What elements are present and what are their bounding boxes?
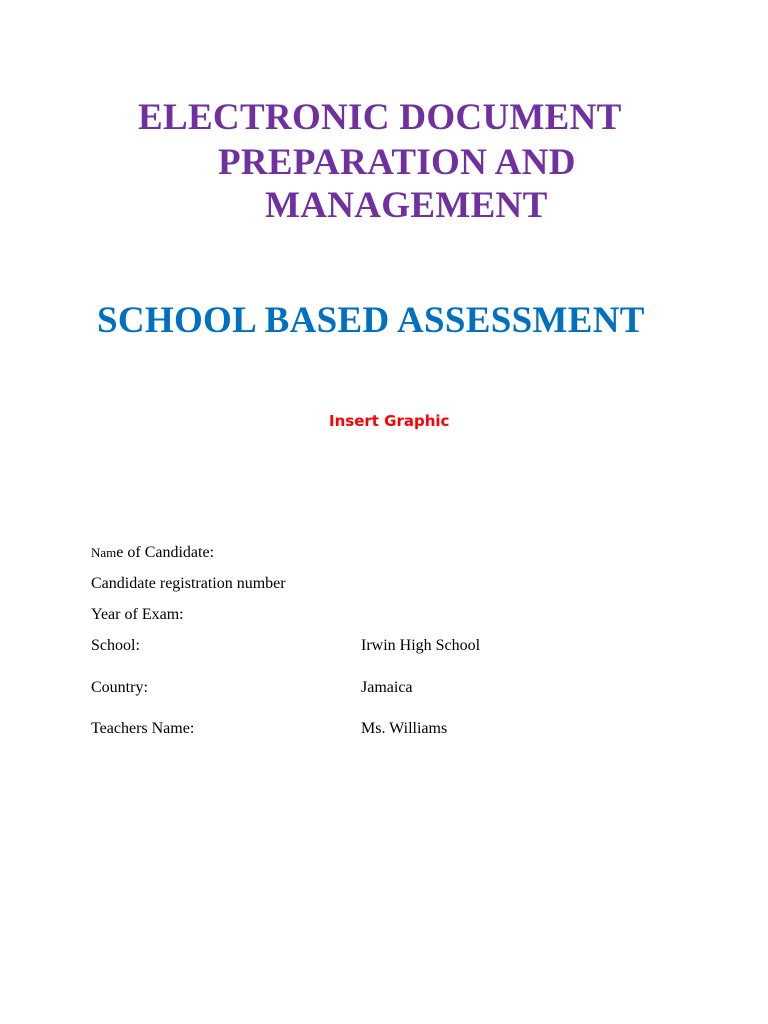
year-of-exam-label: Year of Exam:	[91, 606, 184, 623]
title-line-2: PREPARATION AND	[218, 142, 576, 183]
title-line-1: ELECTRONIC DOCUMENT	[138, 97, 622, 138]
candidate-name-label-rest: e of Candidate:	[116, 544, 215, 561]
registration-number-label: Candidate registration number	[91, 575, 286, 592]
country-value: Jamaica	[361, 679, 413, 696]
candidate-name-label	[91, 543, 214, 563]
school-label: School:	[91, 637, 140, 654]
country-label: Country:	[91, 679, 148, 696]
teacher-name-value: Ms. Williams	[361, 720, 448, 737]
graphic-placeholder: Insert Graphic	[329, 412, 450, 430]
school-value: Irwin High School	[361, 637, 481, 654]
teacher-name-label: Teachers Name:	[91, 720, 195, 737]
subtitle: SCHOOL BASED ASSESSMENT	[97, 300, 645, 341]
title-line-3: MANAGEMENT	[265, 185, 548, 226]
candidate-name-label-prefix: Nam	[91, 545, 117, 560]
